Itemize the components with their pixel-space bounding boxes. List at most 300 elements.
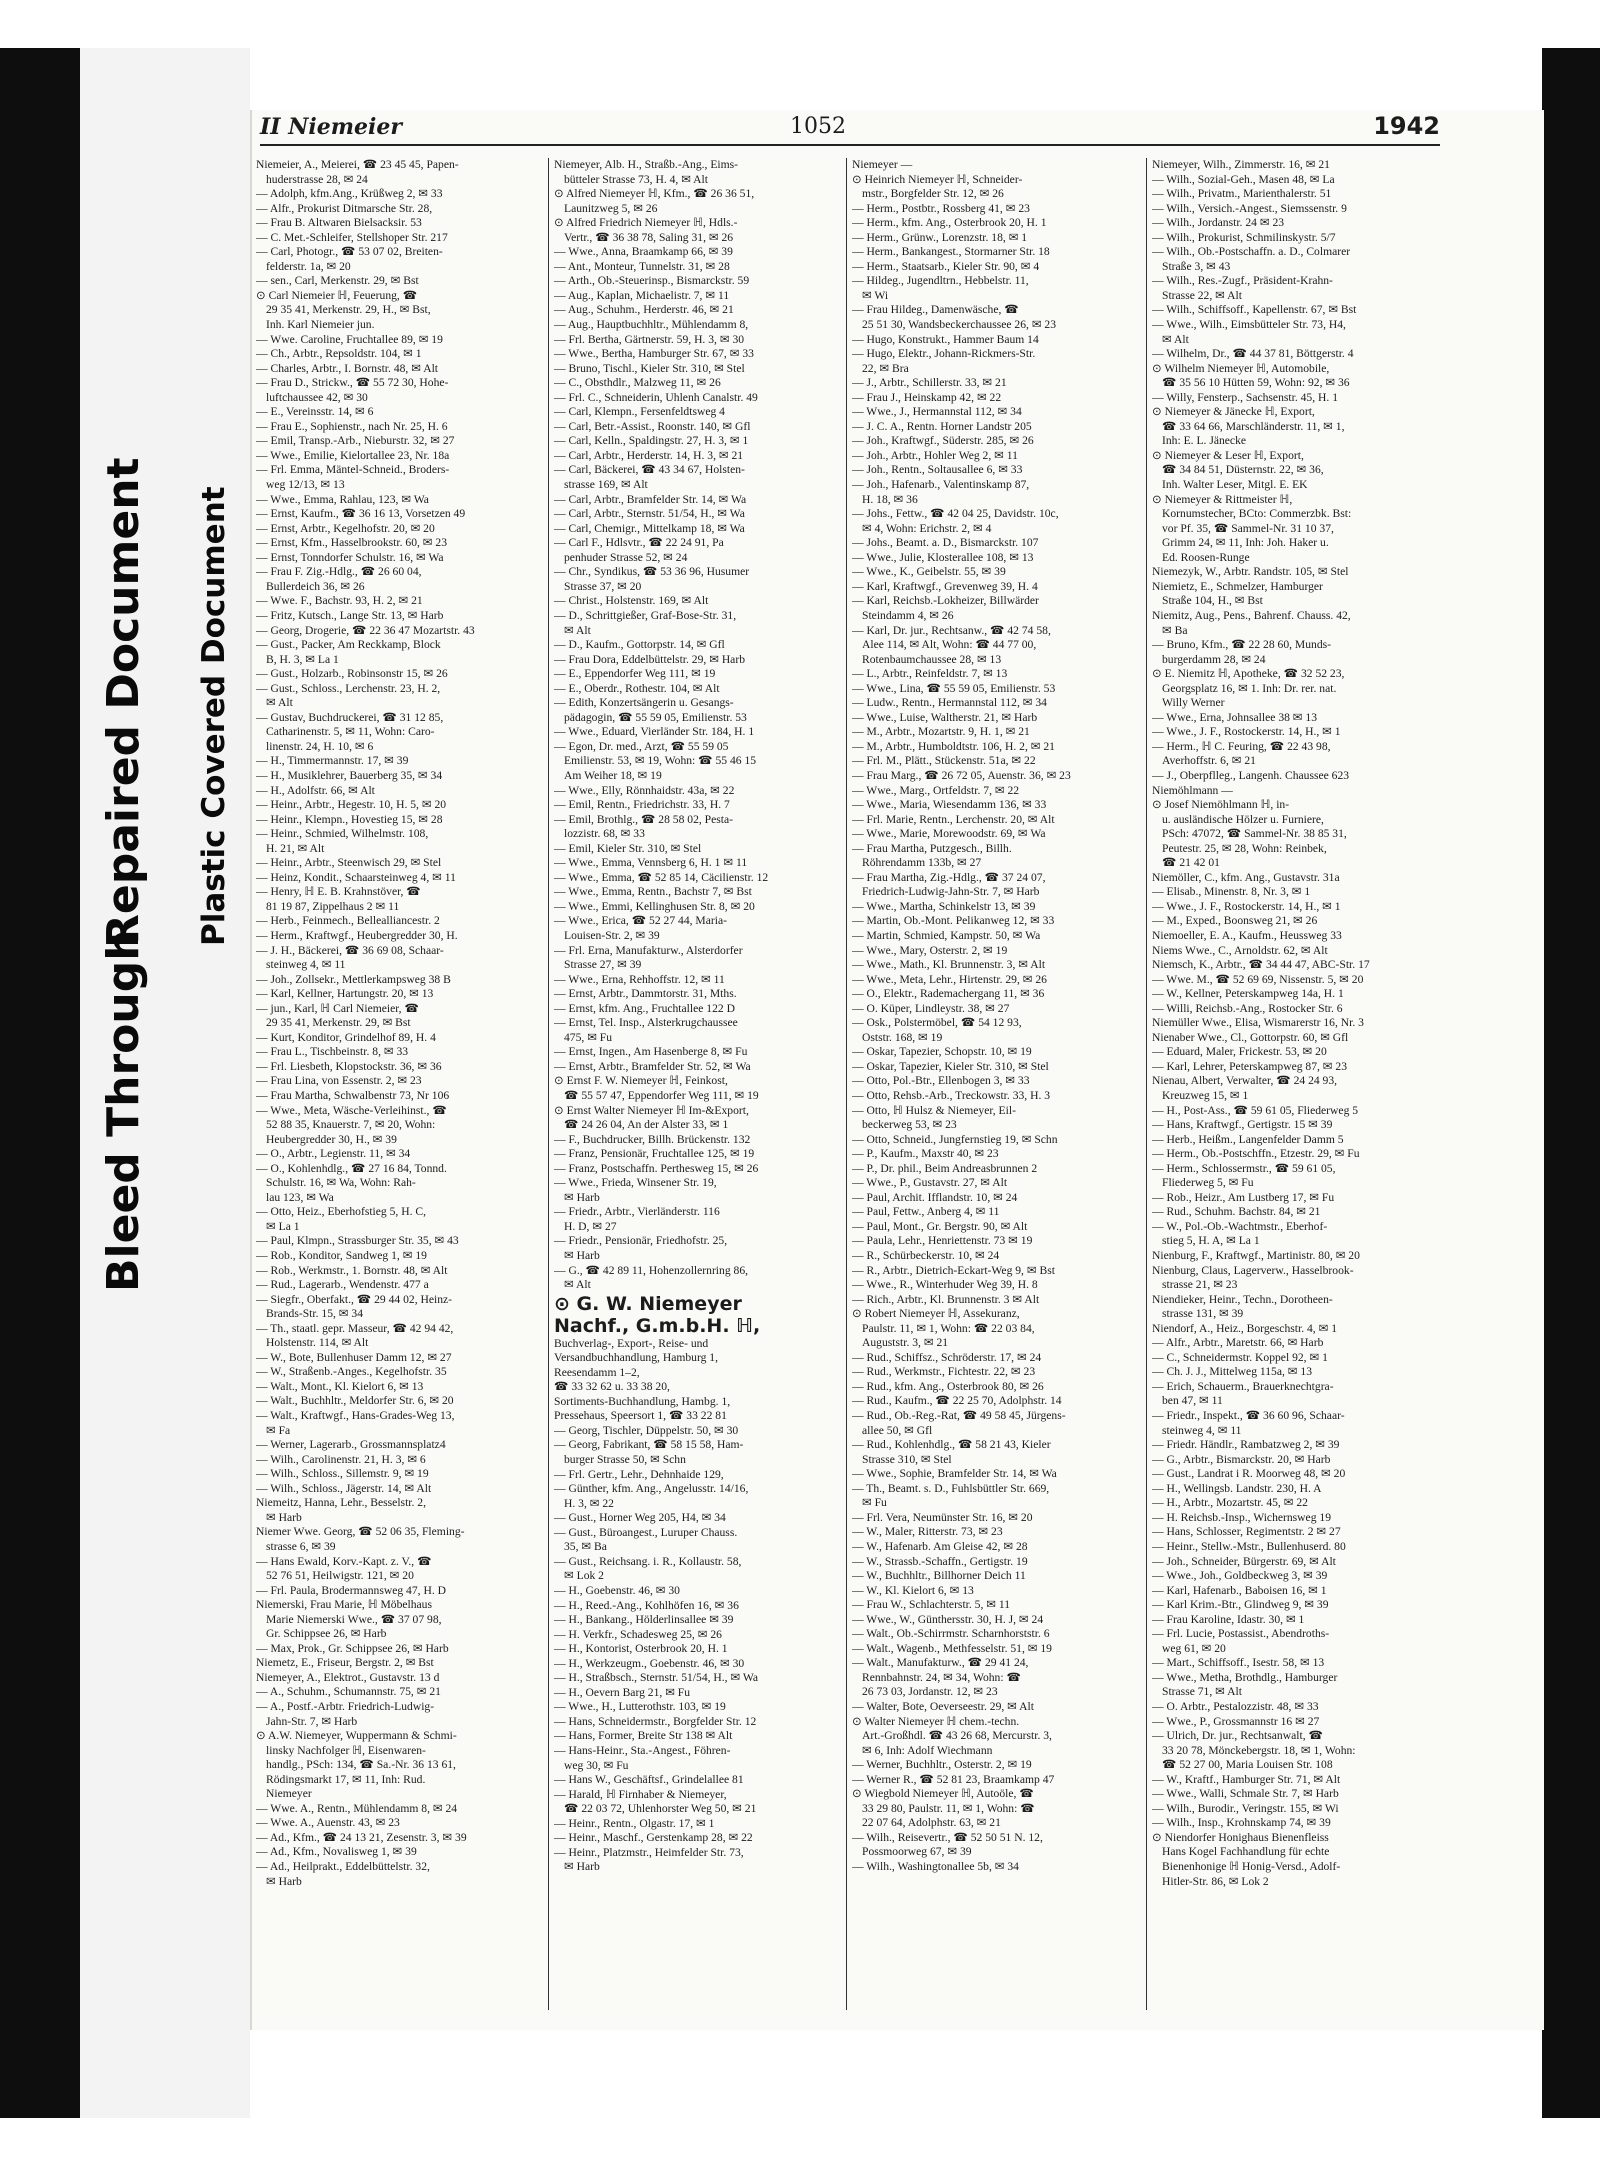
directory-entry-line: strasse 6, ✉ 39 xyxy=(266,1539,336,1553)
directory-entry-line: Holstenstr. 114, ✉ Alt xyxy=(266,1336,369,1350)
directory-entry-line: Paulstr. 11, ✉ 1, Wohn: ☎ 22 03 84, xyxy=(862,1321,1035,1335)
directory-entry-line: — Frl. Gertr., Lehr., Dehnhaide 129, xyxy=(554,1467,724,1481)
directory-entry-line: — H., Werkzeugm., Goebenstr. 46, ✉ 30 xyxy=(554,1656,745,1670)
directory-entry-line: ⊙ Alfred Friedrich Niemeyer ℍ, Hdls.- xyxy=(554,216,738,230)
directory-entry-line: Niemöhlmann — xyxy=(1152,783,1233,797)
directory-entry-line: ⊙ Niemeyer & Jänecke ℍ, Export, xyxy=(1152,405,1315,419)
directory-entry-line: — Ad., Heilprakt., Eddelbüttelstr. 32, xyxy=(256,1859,430,1873)
directory-entry-line: penhuder Strasse 52, ✉ 24 xyxy=(564,550,688,564)
directory-entry-line: — Friedr., Arbtr., Vierländerstr. 116 xyxy=(554,1205,720,1219)
directory-entry-line: — Wwe., Julie, Klosterallee 108, ✉ 13 xyxy=(852,550,1034,564)
directory-entry-line: — sen., Carl, Merkenstr. 29, ✉ Bst xyxy=(256,274,419,288)
directory-entry-line: — O. Küper, Lindleystr. 38, ✉ 27 xyxy=(852,1001,1010,1015)
directory-entry-line: ✉ Alt xyxy=(1162,332,1189,346)
directory-entry-line: — Friedr., Inspekt., ☎ 36 60 96, Schaar- xyxy=(1152,1409,1345,1423)
directory-entry-line: — Otto, Schneid., Jungfernstieg 19, ✉ Schn xyxy=(852,1132,1058,1146)
directory-entry-line: — Herm., Kraftwgf., Heubergredder 30, H. xyxy=(256,928,458,942)
directory-entry-line: — Hans, Former, Breite Str 138 ✉ Alt xyxy=(554,1729,733,1743)
column-2-entries xyxy=(554,158,842,1293)
directory-entry-line: stieg 5, H. A, ✉ La 1 xyxy=(1162,1234,1260,1248)
directory-entry-line: — H., Goebenstr. 46, ✉ 30 xyxy=(554,1583,680,1597)
directory-entry-line: — Karl, Kraftwgf., Grevenweg 39, H. 4 xyxy=(852,579,1038,593)
directory-entry-line: Niendorf, A., Heiz., Borgeschstr. 4, ✉ 1 xyxy=(1152,1321,1337,1335)
directory-entry-line: B, H. 3, ✉ La 1 xyxy=(266,652,339,666)
directory-entry-line: — Carl, Arbtr., Bramfelder Str. 14, ✉ Wa xyxy=(554,492,747,506)
directory-entry-line: — Hugo, Konstrukt., Hammer Baum 14 xyxy=(852,332,1039,346)
directory-entry-line: — Hans W., Geschäftsf., Grindelallee 81 xyxy=(554,1773,744,1787)
directory-entry-line: mstr., Borgfelder Str. 12, ✉ 26 xyxy=(862,187,1004,201)
directory-entry-line: — Wwe., H., Lutterothstr. 103, ✉ 19 xyxy=(554,1700,726,1714)
directory-entry-line: ✉ Harb xyxy=(564,1860,600,1874)
directory-entry-line: — Herb., Feinmech., Bellealliancestr. 2 xyxy=(256,914,440,928)
directory-entry-line: — Herm., Postbtr., Rossberg 41, ✉ 23 xyxy=(852,201,1030,215)
directory-entry-line: — Wilh., Washingtonallee 5b, ✉ 34 xyxy=(852,1859,1019,1873)
directory-entry-line: — Emil, Rentn., Friedrichstr. 33, H. 7 xyxy=(554,798,730,812)
directory-entry-line: — Eduard, Maler, Frickestr. 53, ✉ 20 xyxy=(1152,1045,1327,1059)
directory-entry-line: ⊙ Niemeyer & Leser ℍ, Export, xyxy=(1152,448,1304,462)
directory-entry-line: 26 73 03, Jordanstr. 12, ✉ 23 xyxy=(862,1685,998,1699)
directory-entry-line: Am Weiher 18, ✉ 19 xyxy=(564,768,662,782)
directory-entry-line: — M., Arbtr., Humboldtstr. 106, H. 2, ✉ 21 xyxy=(852,739,1055,753)
directory-entry-line: — Gust., Holzarb., Robinsonstr 15, ✉ 26 xyxy=(256,667,448,681)
directory-entry-line: — Joh., Schneider, Bürgerstr. 69, ✉ Alt xyxy=(1152,1554,1336,1568)
directory-entry-line: — Wilh., Jordanstr. 24 ✉ 23 xyxy=(1152,216,1285,230)
directory-entry-line: — W., Kellner, Peterskampweg 14a, H. 1 xyxy=(1152,987,1344,1001)
directory-entry-line: — Wwe., Luise, Waltherstr. 21, ✉ Harb xyxy=(852,710,1038,724)
directory-entry-line: — Carl, Betr.-Assist., Roonstr. 140, ✉ Gfl xyxy=(554,419,751,433)
directory-entry-line: — Ant., Monteur, Tunnelstr. 31, ✉ 28 xyxy=(554,259,730,273)
directory-entry-line: Jahn-Str. 7, ✉ Harb xyxy=(266,1714,358,1728)
directory-entry-line: — Frau L., Tischbeinstr. 8, ✉ 33 xyxy=(256,1045,409,1059)
directory-entry-line: 25 51 30, Wandsbeckerchaussee 26, ✉ 23 xyxy=(862,318,1057,332)
directory-entry-line: — Rud., Kaufm., ☎ 22 25 70, Adolphstr. 14 xyxy=(852,1394,1062,1408)
directory-entry-line: — J. H., Bäckerei, ☎ 36 69 08, Schaar- xyxy=(256,943,444,957)
directory-entry-line: — Walt., Kraftwgf., Hans-Grades-Weg 13, xyxy=(256,1409,455,1423)
directory-entry-line: — H., Timmermannstr. 17, ✉ 39 xyxy=(256,754,409,768)
directory-entry-line: strasse 169, ✉ Alt xyxy=(564,478,648,492)
directory-entry-line: handlg., PSch: 134, ☎ Sa.-Nr. 36 13 61, xyxy=(266,1758,456,1772)
directory-entry-line: — Werner, Lagerarb., Grossmannsplatz4 xyxy=(256,1438,446,1452)
directory-entry-line: — A., Postf.-Arbtr. Friedrich-Ludwig- xyxy=(256,1699,435,1713)
directory-entry-line: — Joh., Kraftwgf., Süderstr. 285, ✉ 26 xyxy=(852,434,1034,448)
directory-entry-line: — O., Arbtr., Legienstr. 11, ✉ 34 xyxy=(256,1147,411,1161)
directory-entry-line: — J., Oberpflleg., Langenh. Chaussee 623 xyxy=(1152,768,1350,782)
directory-entry-line: ✉ Fa xyxy=(266,1423,291,1437)
directory-entry-line: — Aug., Kaplan, Michaelistr. 7, ✉ 11 xyxy=(554,288,730,302)
directory-entry-line: — Frau J., Heinskamp 42, ✉ 22 xyxy=(852,390,1002,404)
directory-entry-line: Hitler-Str. 86, ✉ Lok 2 xyxy=(1162,1874,1269,1888)
directory-entry-line: — Egon, Dr. med., Arzt, ☎ 55 59 05 xyxy=(554,739,729,753)
directory-entry-line: — Bruno, Kfm., ☎ 22 28 60, Munds- xyxy=(1152,638,1332,652)
directory-entry-line: — H., Wellingsb. Landstr. 230, H. A xyxy=(1152,1481,1322,1495)
directory-entry-line: — Karl, Hafenarb., Baboisen 16, ✉ 1 xyxy=(1152,1583,1327,1597)
directory-entry-line: Schulstr. 16, ✉ Wa, Wohn: Rah- xyxy=(266,1176,416,1190)
directory-entry-line: ☎ 22 03 72, Uhlenhorster Weg 50, ✉ 21 xyxy=(564,1802,757,1816)
directory-entry-line: — Wwe., J. F., Rostockerstr. 14, H., ✉ 1 xyxy=(1152,899,1341,913)
directory-entry-line: Louisen-Str. 2, ✉ 39 xyxy=(564,928,660,942)
directory-entry-line: — A., Schuhm., Schumannstr. 75, ✉ 21 xyxy=(256,1685,441,1699)
directory-entry-line: — Wwe., Marg., Ortfeldstr. 7, ✉ 22 xyxy=(852,783,1020,797)
directory-entry-line: — D., Kaufm., Gottorpstr. 14, ✉ Gfl xyxy=(554,638,725,652)
directory-entry-line: — Rud., kfm. Ang., Osterbrook 80, ✉ 26 xyxy=(852,1379,1044,1393)
directory-entry-line: Rotenbaumchaussee 28, ✉ 13 xyxy=(862,652,1002,666)
directory-entry-line: — Wwe., Wilh., Eimsbütteler Str. 73, H4, xyxy=(1152,318,1346,332)
directory-entry-line: ⊙ Wiegbold Niemeyer ℍ, Autoöle, ☎ xyxy=(852,1787,1034,1801)
directory-entry-line: — Rob., Heizr., Am Lustberg 17, ✉ Fu xyxy=(1152,1190,1335,1204)
directory-entry-line: — W., Buchhltr., Billhorner Deich 11 xyxy=(852,1569,1026,1583)
directory-entry-line: — Herm., Staatsarb., Kieler Str. 90, ✉ 4 xyxy=(852,259,1040,273)
directory-entry-line: — Rob., Konditor, Sandweg 1, ✉ 19 xyxy=(256,1249,427,1263)
directory-entry-line: Auguststr. 3, ✉ 21 xyxy=(862,1336,949,1350)
directory-entry-line: — Th., staatl. gepr. Masseur, ☎ 42 94 42, xyxy=(256,1321,454,1335)
directory-entry-line: — G., ☎ 42 89 11, Hohenzollernring 86, xyxy=(554,1263,749,1277)
directory-entry-line: — Wwe., Emma, Vennsberg 6, H. 1 ✉ 11 xyxy=(554,856,748,870)
directory-entry-line: — Wilh., Privatm., Marienthalerstr. 51 xyxy=(1152,187,1332,201)
directory-entry-line: ✉ Alt xyxy=(564,623,591,637)
plastic-covered-stamp: Plastic Covered Document xyxy=(196,486,232,946)
directory-entry-line: — Gust., Landrat i R. Moorweg 48, ✉ 20 xyxy=(1152,1467,1346,1481)
directory-entry-line: — Fritz, Kutsch., Lange Str. 13, ✉ Harb xyxy=(256,608,444,622)
directory-entry-line: — P., Kaufm., Maxstr 40, ✉ 23 xyxy=(852,1147,999,1161)
directory-entry-line: — H., Post-Ass., ☎ 59 61 05, Fliederweg 5 xyxy=(1152,1103,1359,1117)
directory-entry-line: — Georg, Tischler, Düppelstr. 50, ✉ 30 xyxy=(554,1423,739,1437)
directory-entry-line: ✉ Alt xyxy=(266,696,293,710)
directory-entry-line: — Wwe. A., Rentn., Mühlendamm 8, ✉ 24 xyxy=(256,1801,458,1815)
directory-entry-line: — Werner R., ☎ 52 81 23, Braamkamp 47 xyxy=(852,1772,1055,1786)
directory-entry-line: — Wwe., Math., Kl. Brunnenstr. 3, ✉ Alt xyxy=(852,958,1046,972)
directory-entry-line: — Friedr. Händlr., Rambatzweg 2, ✉ 39 xyxy=(1152,1438,1340,1452)
directory-entry-line: Emilienstr. 53, ✉ 19, Wohn: ☎ 55 46 15 xyxy=(564,754,757,768)
directory-entry-line: — Ch. J. J., Mittelweg 115a, ✉ 13 xyxy=(1152,1365,1312,1379)
directory-entry-line: — Karl, Reichsb.-Lokheizer, Billwärder xyxy=(852,594,1039,608)
directory-entry-line: ✉ Alt xyxy=(564,1278,591,1292)
directory-entry-line: weg 12/13, ✉ 13 xyxy=(266,478,345,492)
directory-entry-line: — Wwe. F., Bachstr. 93, H. 2, ✉ 21 xyxy=(256,594,423,608)
directory-entry-line: — W., Kl. Kielort 6, ✉ 13 xyxy=(852,1583,974,1597)
directory-entry-line: Averhoffstr. 6, ✉ 21 xyxy=(1162,754,1256,768)
directory-entry-line: PSch: 47072, ☎ Sammel-Nr. 38 85 31, xyxy=(1162,827,1347,841)
directory-entry-line: ⊙ Heinrich Niemeyer ℍ, Schneider- xyxy=(852,172,1023,186)
directory-entry-line: Rödingsmarkt 17, ✉ 11, Inh: Rud. xyxy=(266,1772,426,1786)
directory-entry-line: Niemetz, E., Friseur, Bergstr. 2, ✉ Bst xyxy=(256,1656,434,1670)
directory-entry-line: — Paul, Fettw., Anberg 4, ✉ 11 xyxy=(852,1205,1000,1219)
directory-entry-line: — Carl F., Hdlsvtr., ☎ 22 24 91, Pa xyxy=(554,536,724,550)
directory-entry-line: — Ernst, Arbtr., Bramfelder Str. 52, ✉ Wa xyxy=(554,1059,751,1073)
directory-entry-line: Niemöller, C., kfm. Ang., Gustavstr. 31a xyxy=(1152,870,1340,884)
directory-entry-line: ☎ 33 32 62 u. 33 38 20, xyxy=(554,1380,670,1394)
directory-entry-line: ☎ 21 42 01 xyxy=(1162,856,1220,870)
directory-entry-line: — R., Arbtr., Dietrich-Eckart-Weg 9, ✉ Bst xyxy=(852,1263,1055,1277)
directory-entry-line: — Arth., Ob.-Steuerinsp., Bismarckstr. 59 xyxy=(554,274,750,288)
directory-entry-line: — Rud., Ob.-Reg.-Rat, ☎ 49 58 45, Jürgens- xyxy=(852,1409,1066,1423)
directory-entry-line: ⊙ Ernst Walter Niemeyer ℍ Im-&Export, xyxy=(554,1103,749,1117)
directory-entry-line: ⊙ E. Niemitz ℍ, Apotheke, ☎ 32 52 23, xyxy=(1152,667,1345,681)
directory-entry-line: — E., Vereinsstr. 14, ✉ 6 xyxy=(256,405,374,419)
directory-entry-line: — Hildeg., Jugendltrn., Hebbelstr. 11, xyxy=(852,274,1029,288)
directory-entry-line: — Frl. Vera, Neumünster Str. 16, ✉ 20 xyxy=(852,1510,1033,1524)
directory-entry-line: ☎ 33 64 66, Marschländerstr. 11, ✉ 1, xyxy=(1162,419,1345,433)
directory-entry-line: — P., Dr. phil., Beim Andreasbrunnen 2 xyxy=(852,1161,1038,1175)
directory-entry-line: Brands-Str. 15, ✉ 34 xyxy=(266,1307,363,1321)
directory-entry-line: — Wilh., Versich.-Angest., Siemssenstr. 9 xyxy=(1152,201,1347,215)
directory-entry-line: — Kurt, Konditor, Grindelhof 89, H. 4 xyxy=(256,1030,436,1044)
directory-entry-line: — O., Elektr., Rademachergang 11, ✉ 36 xyxy=(852,987,1045,1001)
directory-entry-line: Nienburg, Claus, Lagerverw., Hasselbrook- xyxy=(1152,1263,1354,1277)
directory-entry-line: — Herm., Grünw., Lorenzstr. 18, ✉ 1 xyxy=(852,230,1028,244)
directory-entry-line: — Wwe., Erica, ☎ 52 27 44, Maria- xyxy=(554,914,727,928)
directory-entry-line: linenstr. 24, H. 10, ✉ 6 xyxy=(266,739,374,753)
directory-entry-line: — F., Buchdrucker, Billh. Brückenstr. 132 xyxy=(554,1132,751,1146)
repaired-document-stamp: Repaired Document xyxy=(98,457,149,948)
directory-entry-line: — Ludw., Rentn., Hermannstal 112, ✉ 34 xyxy=(852,696,1047,710)
directory-entry-line: — Wwe., K., Geibelstr. 55, ✉ 39 xyxy=(852,565,1006,579)
directory-entry-line: — H., Kontorist, Osterbrook 20, H. 1 xyxy=(554,1642,728,1656)
directory-entry-line: — Paul, Klmpn., Strassburger Str. 35, ✉ 43 xyxy=(256,1234,459,1248)
directory-entry-line: 29 35 41, Merkenstr. 29, H., ✉ Bst, xyxy=(266,303,431,317)
section-title: II Niemeier xyxy=(260,114,402,140)
directory-entry-line: — J., Arbtr., Schillerstr. 33, ✉ 21 xyxy=(852,376,1007,390)
directory-entry-line: — Carl, Arbtr., Herderstr. 14, H. 3, ✉ 21 xyxy=(554,448,744,462)
directory-entry-line: — H., Straßbsch., Sternstr. 51/54, H., ✉ Wa xyxy=(554,1671,759,1685)
directory-entry-line: — Bruno, Tischl., Kieler Str. 310, ✉ Stel xyxy=(554,361,745,375)
directory-entry-line: — Wilh., Schloss., Sillemstr. 9, ✉ 19 xyxy=(256,1467,429,1481)
directory-entry-line: — Gust., Schloss., Lerchenstr. 23, H. 2, xyxy=(256,681,441,695)
directory-entry-line: — Otto, Heiz., Eberhofstieg 5, H. C, xyxy=(256,1205,427,1219)
directory-entry-line: — Heinr., Maschf., Gerstenkamp 28, ✉ 22 xyxy=(554,1831,753,1845)
directory-entry-line: — Wwe., R., Winterhuder Weg 39, H. 8 xyxy=(852,1278,1038,1292)
directory-entry-line: — Joh., Arbtr., Hohler Weg 2, ✉ 11 xyxy=(852,448,1018,462)
year-label: 1942 xyxy=(1373,112,1440,140)
directory-entry-line: — Franz, Postschaffn. Perthesweg 15, ✉ 26 xyxy=(554,1161,759,1175)
directory-entry-line: — Wwe., J., Hermannstal 112, ✉ 34 xyxy=(852,405,1022,419)
directory-entry-line: — Frau D., Strickw., ☎ 55 72 30, Hohe- xyxy=(256,376,449,390)
directory-entry-line: — Gust., Packer, Am Reckkamp, Block xyxy=(256,638,441,652)
directory-entry-line: Versandbuchhandlung, Hamburg 1, xyxy=(554,1351,718,1365)
directory-entry-line: Launitzweg 5, ✉ 26 xyxy=(564,201,658,215)
directory-entry-line: — Martin, Ob.-Mont. Pelikanweg 12, ✉ 33 xyxy=(852,914,1055,928)
directory-entry-line: — H., Oevern Barg 21, ✉ Fu xyxy=(554,1685,691,1699)
directory-entry-line: — Heinr., Stellw.-Mstr., Bullenhuserd. 80 xyxy=(1152,1539,1346,1553)
directory-entry-line: — M., Exped., Boonsweg 21, ✉ 26 xyxy=(1152,914,1318,928)
directory-entry-line: — Mart., Schiffsoff., Isestr. 58, ✉ 13 xyxy=(1152,1656,1325,1670)
directory-entry-line: steinweg 4, ✉ 11 xyxy=(266,958,346,972)
directory-entry-line: — Günther, kfm. Ang., Angelusstr. 14/16, xyxy=(554,1482,749,1496)
directory-entry-line: lozzistr. 68, ✉ 33 xyxy=(564,827,645,841)
directory-entry-line: — Wwe., Meta, Lehr., Hirtenstr. 29, ✉ 26 xyxy=(852,972,1047,986)
directory-entry-line: — Heinr., Arbtr., Steenwisch 29, ✉ Stel xyxy=(256,856,442,870)
directory-entry-line: Fliederweg 5, ✉ Fu xyxy=(1162,1176,1254,1190)
directory-column-2 xyxy=(554,158,842,2010)
firm-heading: ⊙ G. W. Niemeyer xyxy=(554,1292,742,1315)
directory-entry-line: Pressehaus, Speersort 1, ☎ 33 22 81 xyxy=(554,1409,727,1423)
directory-entry-line: — Elisab., Minenstr. 8, Nr. 3, ✉ 1 xyxy=(1152,885,1311,899)
directory-entry-line: bütteler Strasse 73, H. 4, ✉ Alt xyxy=(564,172,708,186)
directory-entry-line: — Wwe., Emma, Rentn., Bachstr 7, ✉ Bst xyxy=(554,885,752,899)
bottom-margin xyxy=(0,2118,1600,2177)
column-divider xyxy=(548,158,549,2010)
directory-entry-line: Niemer Wwe. Georg, ☎ 52 06 35, Fleming- xyxy=(256,1525,465,1539)
bleed-through-stamp: Bleed Through xyxy=(98,929,149,1292)
directory-entry-line: — Joh., Zollsekr., Mettlerkampsweg 38 B xyxy=(256,972,451,986)
directory-entry-line: ✉ Fu xyxy=(862,1496,887,1510)
directory-entry-line: — Gust., Horner Weg 205, H4, ✉ 34 xyxy=(554,1511,726,1525)
directory-entry-line: Inh: E. L. Jänecke xyxy=(1162,434,1247,448)
directory-entry-line: Strasse 27, ✉ 39 xyxy=(564,958,642,972)
directory-entry-line: ⊙ Niemeyer & Rittmeister ℍ, xyxy=(1152,492,1293,506)
directory-entry-line: Georgsplatz 16, ✉ 1. Inh: Dr. rer. nat. xyxy=(1162,681,1337,695)
directory-column-3 xyxy=(852,158,1142,2010)
directory-entry-line: Straße 3, ✉ 43 xyxy=(1162,259,1231,273)
directory-entry-line: — Charles, Arbtr., I. Bornstr. 48, ✉ Alt xyxy=(256,361,439,375)
directory-page xyxy=(250,110,1544,2030)
directory-entry-line: 475, ✉ Fu xyxy=(564,1030,613,1044)
directory-entry-line: — Frl. Liesbeth, Klopstockstr. 36, ✉ 36 xyxy=(256,1059,442,1073)
directory-entry-line: — Frl. Erna, Manufakturw., Alsterdorfer xyxy=(554,943,743,957)
column-2-entries-continued xyxy=(554,1337,842,1875)
directory-entry-line: 33 29 80, Paulstr. 11, ✉ 1, Wohn: ☎ xyxy=(862,1801,1035,1815)
directory-entry-line: Strasse 37, ✉ 20 xyxy=(564,579,642,593)
directory-entry-line: — H. Reichsb.-Insp., Wichernsweg 19 xyxy=(1152,1510,1331,1524)
directory-entry-line: — Wwe., Maria, Wiesendamm 136, ✉ 33 xyxy=(852,798,1047,812)
directory-entry-line: luftchaussee 42, ✉ 30 xyxy=(266,390,368,404)
directory-entry-line: — Frl. M., Plätt., Stückenstr. 51a, ✉ 22 xyxy=(852,754,1036,768)
directory-entry-line: ✉ Harb xyxy=(564,1249,600,1263)
directory-entry-line: — Johs., Beamt. a. D., Bismarckstr. 107 xyxy=(852,536,1039,550)
directory-entry-line: Niemoeller, E. A., Kaufm., Heussweg 33 xyxy=(1152,928,1342,942)
directory-entry-line: — Otto, ℍ Hulsz & Niemeyer, Eil- xyxy=(852,1103,1016,1117)
directory-entry-line: Kreuzweg 15, ✉ 1 xyxy=(1162,1089,1249,1102)
directory-entry-line: — Karl, Kellner, Hartungstr. 20, ✉ 13 xyxy=(256,987,434,1001)
directory-entry-line: — Georg, Fabrikant, ☎ 58 15 58, Ham- xyxy=(554,1438,744,1452)
directory-entry-line: H. 18, ✉ 36 xyxy=(862,492,918,506)
directory-entry-line: — Frau Martha, Schwalbenstr 73, Nr 106 xyxy=(256,1089,450,1102)
directory-entry-line: Strasse 310, ✉ Stel xyxy=(862,1452,952,1466)
directory-entry-line: Niemeyer, Alb. H., Straßb.-Ang., Eims- xyxy=(554,158,739,171)
directory-entry-line: — Th., Beamt. s. D., Fuhlsbüttler Str. 669, xyxy=(852,1481,1050,1495)
directory-entry-line: ✉ Lok 2 xyxy=(564,1569,604,1583)
directory-entry-line: — Ernst, Kaufm., ☎ 36 16 13, Vorsetzen 49 xyxy=(256,507,466,521)
directory-entry-line: — Wilh., Schloss., Jägerstr. 14, ✉ Alt xyxy=(256,1481,432,1495)
directory-entry-line: — Emil, Kieler Str. 310, ✉ Stel xyxy=(554,841,702,855)
firm-heading-line-2: Nachf., G.m.b.H. ℍ, xyxy=(554,1314,761,1337)
directory-entry-line: Gr. Schippsee 26, ✉ Harb xyxy=(266,1627,387,1641)
directory-entry-line: strasse 131, ✉ 39 xyxy=(1162,1307,1244,1321)
directory-entry-line: — Otto, Pol.-Btr., Ellenbogen 3, ✉ 33 xyxy=(852,1074,1030,1088)
directory-entry-line: ☎ 35 56 10 Hütten 59, Wohn: 92, ✉ 36 xyxy=(1162,376,1350,390)
directory-entry-line: vor Pf. 35, ☎ Sammel-Nr. 31 10 37, xyxy=(1162,521,1334,535)
directory-entry-line: — Johs., Fettw., ☎ 42 04 25, Davidstr. 10c, xyxy=(852,507,1059,521)
directory-entry-line: — Ernst, Kfm., Hasselbrookstr. 60, ✉ 23 xyxy=(256,536,448,550)
directory-entry-line: — E., Oberdr., Rothestr. 104, ✉ Alt xyxy=(554,681,720,695)
directory-entry-line: Grimm 24, ✉ 11, Inh: Joh. Haker u. xyxy=(1162,536,1329,550)
directory-entry-line: ✉ La 1 xyxy=(266,1219,300,1233)
directory-entry-line: ☎ 34 84 51, Düsternstr. 22, ✉ 36, xyxy=(1162,463,1324,477)
directory-entry-line: — Hugo, Elektr., Johann-Rickmers-Str. xyxy=(852,347,1036,361)
directory-entry-line: — Wwe., W., Günthersstr. 30, H. J, ✉ 24 xyxy=(852,1612,1044,1626)
directory-entry-line: — Hans-Heinr., Sta.-Angest., Föhren- xyxy=(554,1743,731,1757)
directory-entry-line: — Walter, Bote, Oeverseestr. 29, ✉ Alt xyxy=(852,1699,1034,1713)
directory-entry-line: Niemeyer, Wilh., Zimmerstr. 16, ✉ 21 xyxy=(1152,158,1330,171)
directory-entry-line: — Rud., Schiffsz., Schröderstr. 17, ✉ 24 xyxy=(852,1350,1042,1364)
directory-entry-line: Inh. Karl Niemeier jun. xyxy=(266,318,375,332)
directory-entry-line: Straße 104, H., ✉ Bst xyxy=(1162,594,1263,608)
directory-entry-line: Possmoorweg 67, ✉ 39 xyxy=(862,1845,972,1859)
directory-entry-line: — Wilh., Carolinenstr. 21, H. 3, ✉ 6 xyxy=(256,1452,426,1466)
directory-entry-line: Rennbahnstr. 24, ✉ 34, Wohn: ☎ xyxy=(862,1670,1021,1684)
directory-entry-line: — Joh., Rentn., Soltausallee 6, ✉ 33 xyxy=(852,463,1023,477)
directory-entry-line: ⊙ A.W. Niemeyer, Wuppermann & Schmi- xyxy=(256,1729,457,1743)
directory-entry-line: — Wwe., Lina, ☎ 55 59 05, Emilienstr. 53 xyxy=(852,681,1056,695)
directory-entry-line: — Wwe., Joh., Goldbeckweg 3, ✉ 39 xyxy=(1152,1569,1328,1583)
column-divider xyxy=(1146,158,1147,2010)
directory-entry-line: linsky Nachfolger ℍ, Eisenwaren- xyxy=(266,1743,426,1757)
right-scan-border xyxy=(1542,48,1600,2118)
directory-entry-line: weg 30, ✉ Fu xyxy=(564,1758,629,1772)
directory-entry-line: — Wwe., Sophie, Bramfelder Str. 14, ✉ Wa xyxy=(852,1467,1057,1481)
directory-entry-line: — Walt., Manufakturw., ☎ 29 41 24, xyxy=(852,1656,1029,1670)
directory-entry-line: — Wwe. M., ☎ 52 69 69, Nissenstr. 5, ✉ 20 xyxy=(1152,972,1364,986)
directory-entry-line: Strasse 22, ✉ Alt xyxy=(1162,288,1242,302)
directory-entry-line: Buchverlag-, Export-, Reise- und xyxy=(554,1336,709,1350)
directory-entry-line: — Ad., Kfm., Novalisweg 1, ✉ 39 xyxy=(256,1845,417,1859)
directory-entry-line: — Frau W., Schlachterstr. 5, ✉ 11 xyxy=(852,1598,1011,1612)
directory-entry-line: — W., Hafenarb. Am Gleise 42, ✉ 28 xyxy=(852,1539,1028,1553)
directory-entry-line: Niemeyer, A., Elektrot., Gustavstr. 13 d xyxy=(256,1670,440,1684)
directory-entry-line: — Carl, Bäckerei, ☎ 43 34 67, Holsten- xyxy=(554,463,745,477)
directory-entry-line: — Wilh., Insp., Krohnskamp 74, ✉ 39 xyxy=(1152,1816,1331,1830)
directory-entry-line: — Frau Hildeg., Damenwäsche, ☎ xyxy=(852,303,1019,317)
directory-entry-line: Oststr. 168, ✉ 19 xyxy=(862,1030,943,1044)
directory-entry-line: — Ulrich, Dr. jur., Rechtsanwalt, ☎ xyxy=(1152,1729,1323,1743)
directory-entry-line: — H., Musiklehrer, Bauerberg 35, ✉ 34 xyxy=(256,768,443,782)
directory-entry-line: ⊙ Carl Niemeier ℍ, Feuerung, ☎ xyxy=(256,288,418,302)
directory-entry-line: burgerdamm 28, ✉ 24 xyxy=(1162,652,1266,666)
directory-entry-line: Steindamm 4, ✉ 26 xyxy=(862,608,954,622)
directory-entry-line: — Frl. Bertha, Gärtnerstr. 59, H. 3, ✉ 30 xyxy=(554,332,745,346)
directory-entry-line: — Wilh., Prokurist, Schmilinskystr. 5/7 xyxy=(1152,230,1336,244)
directory-entry-line: — Walt., Ob.-Schirrmstr. Scharnhorststr. 6 xyxy=(852,1627,1050,1641)
directory-entry-line: ✉ Harb xyxy=(564,1190,600,1204)
directory-entry-line: Friedrich-Ludwig-Jahn-Str. 7, ✉ Harb xyxy=(862,885,1040,899)
directory-entry-line: — H. Verkfr., Schadesweg 25, ✉ 26 xyxy=(554,1627,722,1641)
directory-entry-line: — Heinr., Platzmstr., Heimfelder Str. 73, xyxy=(554,1845,744,1859)
directory-entry-line: — Wilh., Ob.-Postschaffn. a. D., Colmarer xyxy=(1152,245,1351,259)
directory-entry-line: ben 47, ✉ 11 xyxy=(1162,1394,1223,1408)
directory-entry-line: strasse 21, ✉ 23 xyxy=(1162,1278,1238,1292)
directory-entry-line: — W., Straßenb.-Anges., Kegelhofstr. 35 xyxy=(256,1365,447,1379)
directory-entry-line: Peutestr. 25, ✉ 28, Wohn: Reinbek, xyxy=(1162,841,1327,855)
directory-entry-line: — Herm., kfm. Ang., Osterbrook 20, H. 1 xyxy=(852,216,1047,230)
directory-entry-line: — Wwe., Erna, Rehhoffstr. 12, ✉ 11 xyxy=(554,972,725,986)
directory-entry-line: — Heinr., Schmied, Wilhelmstr. 108, xyxy=(256,827,429,841)
directory-entry-line: ✉ Harb xyxy=(266,1510,302,1524)
directory-entry-line: — Oskar, Tapezier, Kieler Str. 310, ✉ Stel xyxy=(852,1059,1049,1073)
directory-entry-line: — Henry, ℍ E. B. Krahnstöver, ☎ xyxy=(256,885,421,899)
directory-entry-line: — Wwe. A., Auenstr. 43, ✉ 23 xyxy=(256,1816,400,1830)
directory-entry-line: — Franz, Pensionär, Fruchtallee 125, ✉ 19 xyxy=(554,1147,755,1161)
directory-entry-line: — Herm., Bankangest., Stormarner Str. 18 xyxy=(852,245,1050,259)
directory-entry-line: ⊙ Walter Niemeyer ℍ chem.-techn. xyxy=(852,1714,1020,1728)
directory-column-4 xyxy=(1152,158,1442,2010)
directory-entry-line: — Max, Prok., Gr. Schippsee 26, ✉ Harb xyxy=(256,1641,449,1655)
directory-entry-line: u. ausländische Hölzer u. Furniere, xyxy=(1162,812,1324,826)
directory-entry-line: — M., Arbtr., Mozartstr. 9, H. 1, ✉ 21 xyxy=(852,725,1030,739)
directory-entry-line: ⊙ Ernst F. W. Niemeyer ℍ, Feinkost, xyxy=(554,1074,728,1088)
directory-entry-line: — Frau B. Altwaren Bielsacksir. 53 xyxy=(256,216,422,230)
directory-entry-line: — Ernst, Tonndorfer Schulstr. 16, ✉ Wa xyxy=(256,550,444,564)
directory-entry-line: — Rich., Arbtr., Kl. Brunnenstr. 3 ✉ Alt xyxy=(852,1292,1040,1306)
top-margin xyxy=(0,0,1600,48)
